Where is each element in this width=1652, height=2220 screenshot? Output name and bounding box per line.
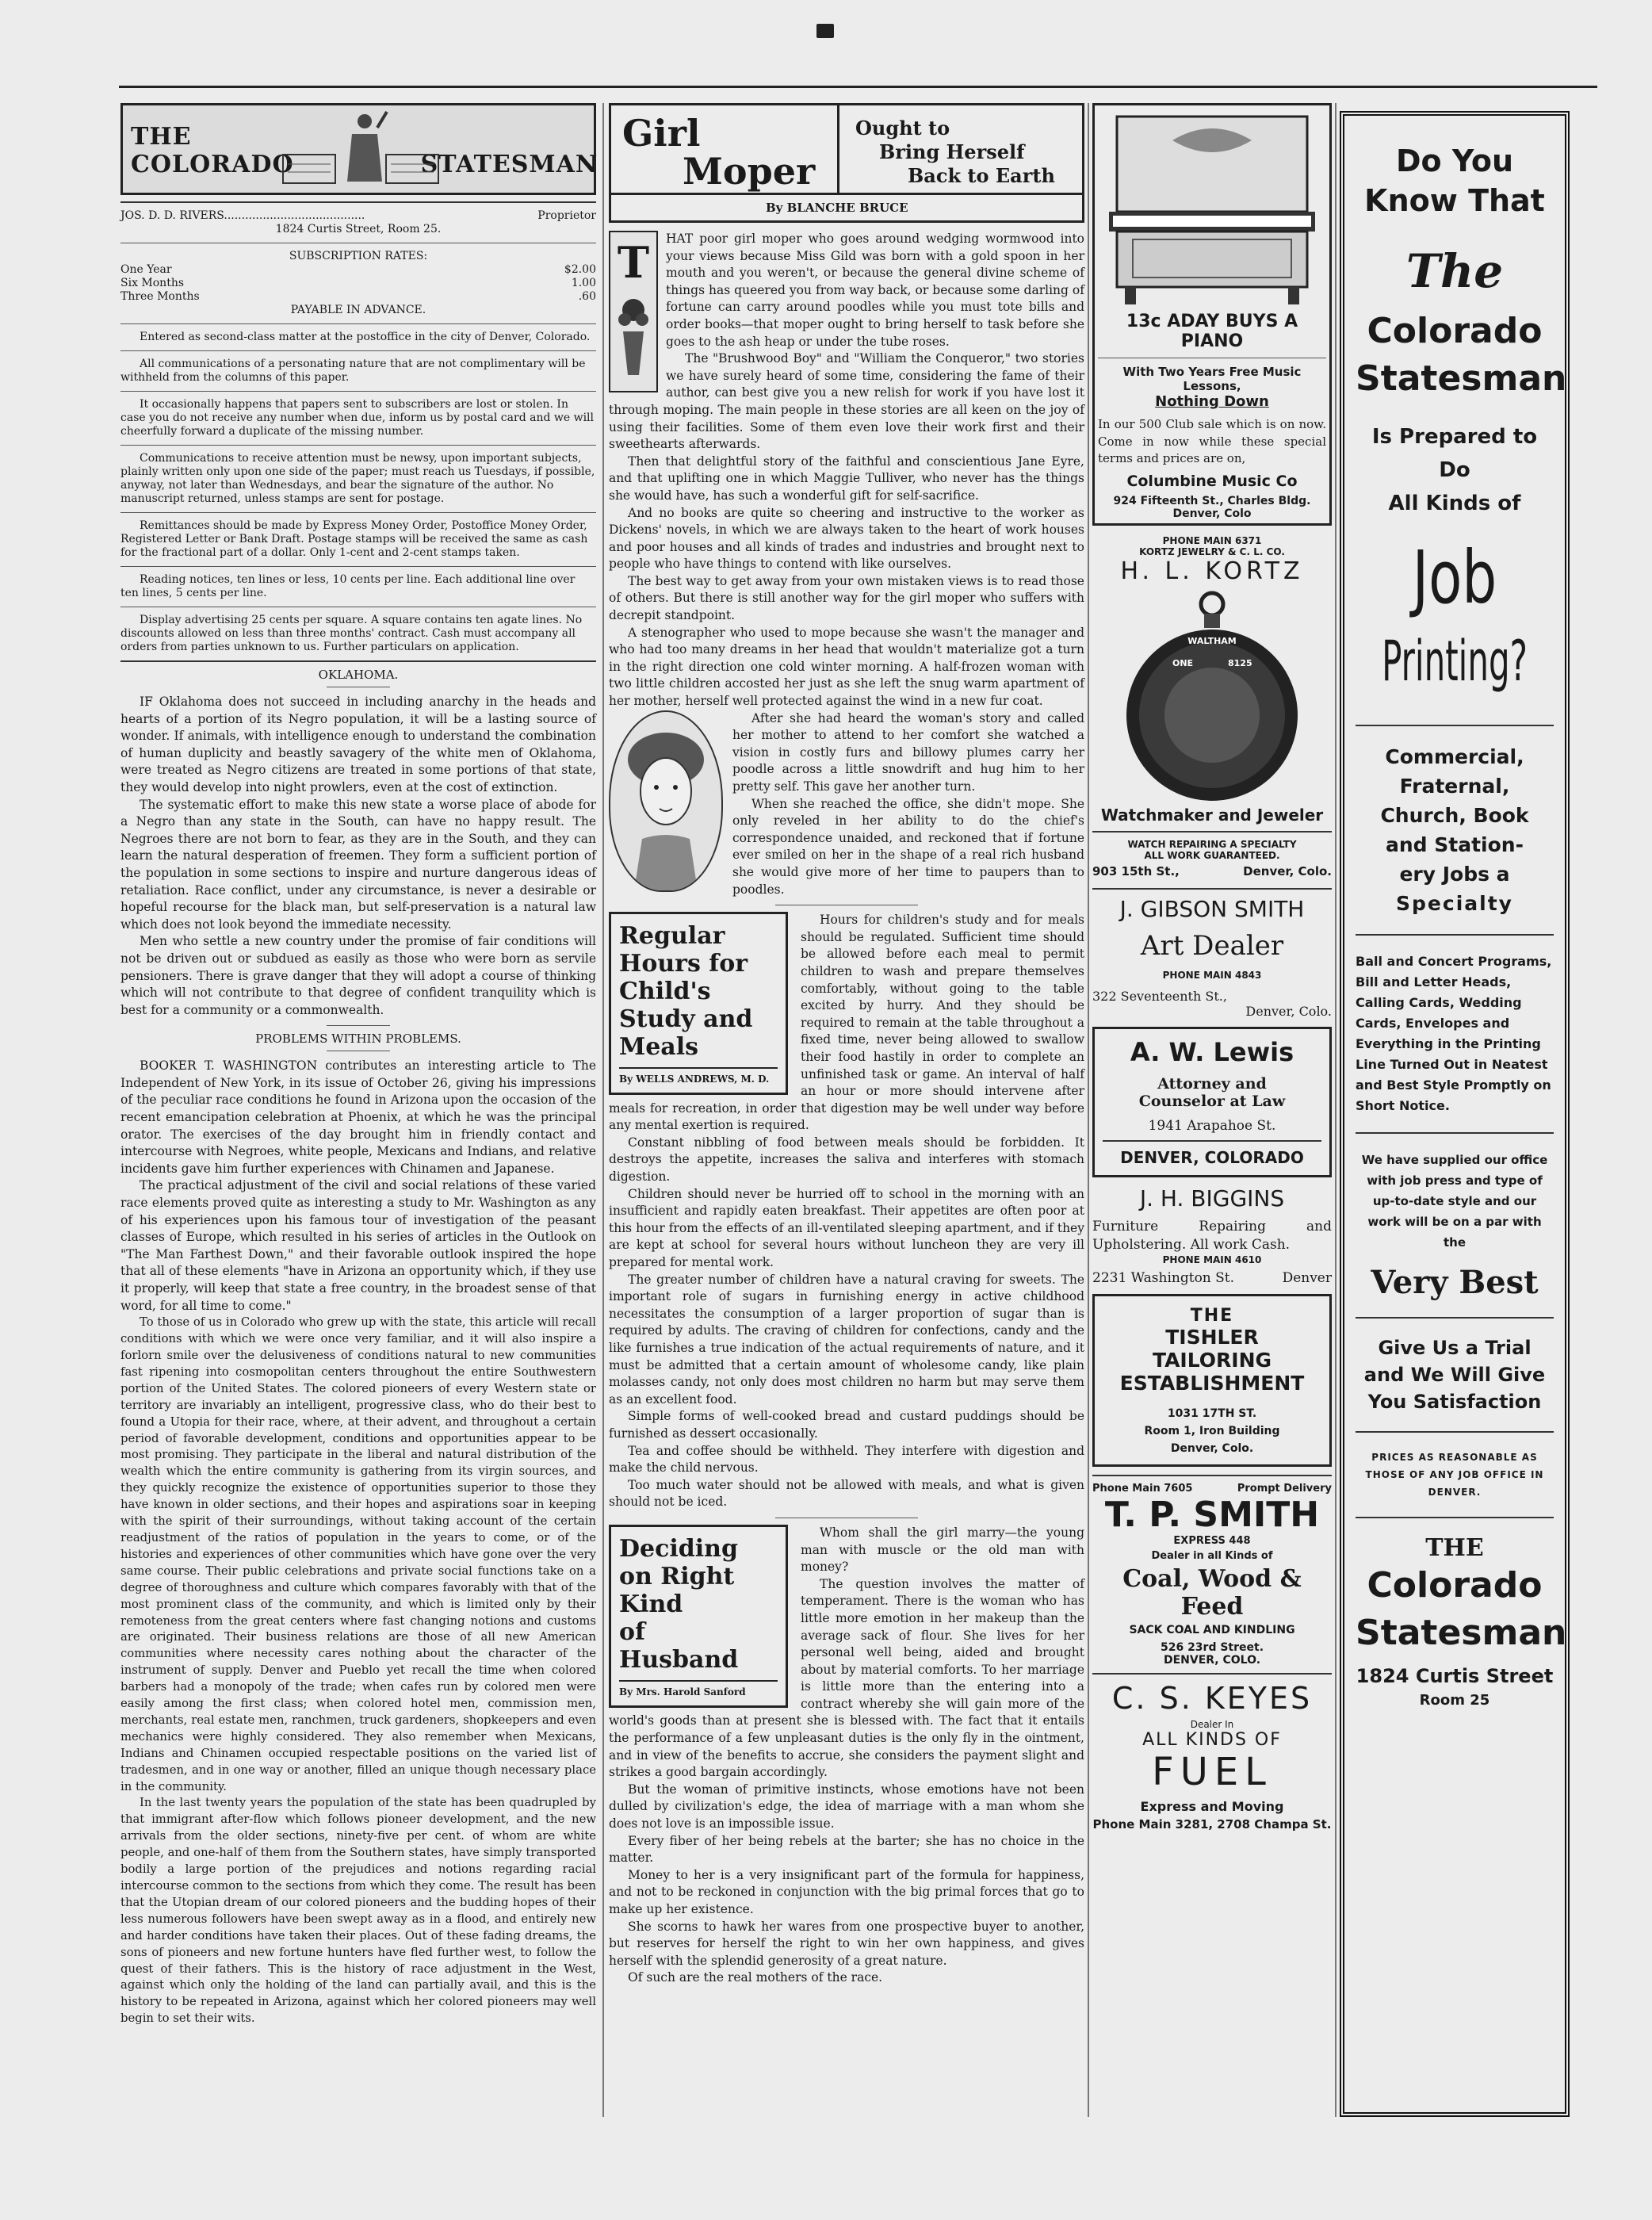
comm-line: Fraternal, bbox=[1399, 775, 1510, 798]
rule bbox=[1356, 725, 1554, 726]
tp-smith-delivery: Prompt Delivery bbox=[1237, 1482, 1332, 1495]
job-the2: THE bbox=[1425, 1534, 1484, 1562]
lewis-line1: Attorney and bbox=[1157, 1074, 1267, 1093]
job-job: Job bbox=[1412, 535, 1497, 620]
kortz-firm: KORTZ JEWELRY & C. L. CO. bbox=[1139, 545, 1285, 557]
biggins-address-row bbox=[1092, 1270, 1332, 1286]
kortz-trade: Watchmaker and Jeweler bbox=[1100, 805, 1324, 825]
keyes-express: Express and Moving bbox=[1140, 1798, 1284, 1814]
seal-right-icon bbox=[384, 153, 440, 185]
seal-left-icon bbox=[281, 153, 337, 185]
girl-moper-paragraph: A stenographer who used to mope because she wasn't the manager and who had too many dreams in her head that wouldn't materialize got a turn in the right direction one cold winter morning. A half-frozen woman with two little children accosted her just as she left the snug warm apartment of her mother, herself well protected against the wind in a new fur coat. bbox=[609, 625, 1084, 709]
rule bbox=[327, 1025, 390, 1026]
husband-byline: By Mrs. Harold Sanford bbox=[619, 1680, 778, 1698]
piano-body: In our 500 Club sale which is on now. Come in now while these special terms and prices are on, bbox=[1098, 417, 1326, 466]
job-cs1: Colorado bbox=[1367, 311, 1543, 351]
problems-paragraph: The practical adjustment of the civil and social relations of these varied race elements proved quite as interesting a study to Mr. Washington as any of his experiences upon his famous tour of investigation of the peasant classes of Europe, which resulted in his series of articles in the Outlook on "The Man Farthest Down," and their favorable outlook inspired the hope that all of these elements "have in Arizona an opportunity which, if they use it properly, will keep that state a free country, in the broadest sense of that word, for all time to come." bbox=[120, 1178, 596, 1313]
regular-hours-title bbox=[619, 922, 778, 1061]
notice: Entered as second-class matter at the postoffice in the city of Denver, Colorado. bbox=[140, 331, 591, 343]
girl-moper-title1: Girl bbox=[622, 112, 701, 155]
problems-paragraph: In the last twenty years the population of the state has been quadrupled by that immigrant after-flow which follows pioneer development, and the new arrivals from the older sections, ninety-five per cent. of whom are white people, and one-half of them from the Southern states, have simply transported bodily a large portion of the prejudices and notions regarding racial intercourse common to the sections from which they come. The result has been that the Utopian dream of our colored pioneers and the budding hopes of their less numerous followers have been swept away as in a flood, and entirely new and harder conditions have taken their places. Out of these fading dreams, the sons of pioneers and new fortune hunters have fled further west, to follow the quest of their fathers. This is the history of race adjustment in the West, against which only the holding of the land can partially avail, and this is the history to be repeated in Arizona, against which her colored pioneers may well begin to set their wits. bbox=[120, 1796, 596, 2026]
tp-smith-address: 526 23rd Street. bbox=[1160, 1640, 1264, 1654]
job-trial: Give Us a Trial and We Will Give You Satisfaction bbox=[1363, 1337, 1546, 1413]
regular-hours-paragraph: Hours for children's study and for meals should be regulated. Sufficient time should be allowed before each meal to permit children to wash and prepare themselves comfortably, without going to the table excited by hurry. And they should be required to remain at the table throughout a fixed time, never being allowed to swallow their food hastily in order to complete an unfinished task or game. An interval of half an hour or more should intervene after meals for recreation, in order that digestion may be well under way before any mental exertion is required. bbox=[609, 913, 1084, 1133]
notice: It occasionally happens that papers sent to subscribers are lost or stolen. In case you do not receive any number when due, inform us by postal card and we will cheerfully forward a duplicate of the missing number. bbox=[120, 398, 595, 438]
girl-moper-paragraph: HAT poor girl moper who goes around wedging wormwood into your views because Miss Gild was born with a gold spoon in her mouth and you weren't, or because the general divine scheme of things has queered you from way back, or because some darling of fortune can carry around poodles while you must tote bills and order books—that moper ought to bring herself to task before she goes to the ash heap or under the tube roses. bbox=[666, 232, 1084, 349]
tishler-city: Denver, Colo. bbox=[1170, 1441, 1254, 1455]
publisher-line bbox=[120, 209, 596, 223]
smith-name: J. GIBSON SMITH bbox=[1119, 895, 1305, 922]
rule bbox=[1103, 1140, 1321, 1142]
notice: All communications of a personating nature that are not complimentary will be withheld from the columns of this paper. bbox=[120, 358, 586, 384]
rule bbox=[1092, 831, 1332, 832]
top-rule bbox=[119, 86, 1597, 88]
keyes-name: C. S. KEYES bbox=[1111, 1680, 1313, 1716]
husband-title bbox=[619, 1535, 778, 1674]
subscription-term: Six Months bbox=[120, 277, 185, 289]
title-line: Hours for bbox=[619, 950, 748, 978]
husband-paragraph: Money to her is a very insignificant part of the formula for happiness, and not to be reckoned in conjunction with the big primal forces that go to make up her existence. bbox=[609, 1867, 1084, 1916]
tp-smith-dealer: Dealer in all Kinds of bbox=[1151, 1549, 1273, 1562]
kortz-phone: PHONE MAIN 6371 bbox=[1162, 534, 1262, 546]
title-line: Deciding bbox=[619, 1534, 738, 1563]
job-line2: Know That bbox=[1364, 183, 1545, 218]
rule bbox=[120, 566, 596, 567]
biggins-name: J. H. BIGGINS bbox=[1139, 1185, 1285, 1211]
job-printing: Printing? bbox=[1382, 629, 1528, 694]
job-ball: Ball and Concert Programs, Bill and Letter Heads, Calling Cards, Wedding Cards, Envelopes and Everything in the Printing Line Turned Out in Neatest and Best Style Promptly on Short Notice. bbox=[1356, 954, 1552, 1113]
rule bbox=[1356, 1132, 1554, 1134]
oklahoma-paragraph: IF Oklahoma does not succeed in including anarchy in the heads and hearts of a portion of its Negro population, it will be a lasting source of wonder. If animals, with intelligence enough to understand the combination of human duplicity and beastly savagery of the white men of Oklahoma, were treated as Negro citizens are treated in some portions of that state, they would develop into night prowlers, even at the cost of extinction. bbox=[120, 695, 596, 794]
oklahoma-heading: OKLAHOMA. bbox=[318, 668, 399, 682]
title-line: Meals bbox=[619, 1033, 699, 1062]
regular-hours-paragraph: The greater number of children have a natural craving for sweets. The important role of sugars in furnishing energy in active childhood necessitates the consumption of a larger proportion of sugar than is required by adults. The craving of children for confections, candy and the like furnishes a true indication of the actual requirements of nature, and it must be admitted that a certain amount of wholesome candy, like plain molasses candy, not only does most children no harm but may serve them as an excellent food. bbox=[609, 1272, 1084, 1407]
title-line: of bbox=[619, 1617, 645, 1646]
lewis-line2: Counselor at Law bbox=[1138, 1092, 1286, 1110]
tishler-ad bbox=[1092, 1294, 1332, 1467]
biggins-body: Furniture Repairing and Upholstering. All work Cash. bbox=[1092, 1218, 1332, 1253]
masthead-rule bbox=[120, 201, 596, 203]
tishler-line3: ESTABLISHMENT bbox=[1119, 1371, 1305, 1395]
girl-moper-paragraph: The "Brushwood Boy" and "William the Conqueror," two stories we have surely heard of some time, considering the fame of their author, can best give you a new relish for work if you have lost it through moping. The main people in these stories are all keen on the joy of using their facilities. Some of them even love their work first and their sweethearts afterwards. bbox=[609, 351, 1084, 452]
subscription-term: One Year bbox=[120, 263, 172, 276]
tishler-line2: TISHLER TAILORING bbox=[1152, 1325, 1272, 1372]
tishler-line1: THE bbox=[1190, 1305, 1234, 1326]
column-divider bbox=[1088, 103, 1089, 2117]
husband-paragraph: Whom shall the girl marry—the young man with muscle or the old man with money? bbox=[801, 1525, 1084, 1575]
kortz-ad bbox=[1092, 532, 1332, 882]
masthead bbox=[120, 103, 596, 195]
title-line: Child's bbox=[619, 978, 711, 1006]
notice: Reading notices, ten lines or less, 10 cents per line. Each additional line over ten lines, 5 cents per line. bbox=[120, 573, 576, 599]
tp-smith-phone: Phone Main 7605 bbox=[1092, 1482, 1193, 1495]
rule bbox=[1356, 934, 1554, 936]
lewis-address: 1941 Arapahoe St. bbox=[1148, 1117, 1276, 1134]
oklahoma-paragraph: The systematic effort to make this new state a worse place of abode for a Negro than any state in the South, can have no happy result. The Negroes there are not born to fear, as they are in the South, and they can learn the natural desperation of freemen. They form a sufficient portion of the population in some sections to inspire and nurture dangerous ideas of retaliation. Race conflict, under any circumstance, is never a desirable or hopeful recourse for the black man, but self-preservation is a natural law which does not look beyond the immediate necessity. bbox=[120, 797, 596, 932]
tp-smith-city: DENVER, COLO. bbox=[1163, 1653, 1261, 1667]
rule bbox=[1092, 888, 1332, 890]
publisher-address: 1824 Curtis Street, Room 25. bbox=[275, 223, 442, 235]
rule bbox=[120, 350, 596, 351]
rule bbox=[120, 391, 596, 392]
husband-paragraph: Every fiber of her being rebels at the barter; she has no choice in the matter. bbox=[609, 1833, 1084, 1866]
tp-smith-express: EXPRESS 448 bbox=[1173, 1534, 1251, 1547]
subscription-footer: PAYABLE IN ADVANCE. bbox=[290, 304, 426, 316]
regular-hours-paragraph: Too much water should not be allowed with meals, and what is given should not be iced. bbox=[609, 1477, 1084, 1510]
girl-moper-paragraph: The best way to get away from your own mistaken views is to read those of others. But there is still another way for the girl moper who suffers with decrepit standpoint. bbox=[609, 573, 1084, 623]
column-divider bbox=[602, 103, 604, 2117]
rule bbox=[120, 323, 596, 324]
watch-brand: WALTHAM bbox=[1187, 635, 1237, 646]
gibson-smith-ad bbox=[1092, 896, 1332, 1019]
job-prep1: Is Prepared to Do bbox=[1371, 425, 1538, 482]
rule bbox=[1356, 1317, 1554, 1319]
subscription-row bbox=[120, 263, 596, 277]
tp-smith-top bbox=[1092, 1483, 1332, 1495]
publisher-role: Proprietor bbox=[537, 209, 596, 222]
comm-line: and Station- bbox=[1386, 833, 1524, 856]
regular-hours-byline: By WELLS ANDREWS, M. D. bbox=[619, 1067, 778, 1085]
husband-paragraph: She scorns to hawk her wares from one prospective buyer to another, but reserves for herself the right to win her own happiness, and gives herself with the splendid generosity of a great nature. bbox=[609, 1919, 1084, 1968]
kortz-name: H. L. KORTZ bbox=[1120, 557, 1304, 585]
kortz-address-row bbox=[1092, 864, 1332, 878]
woman-portrait-icon bbox=[610, 712, 721, 890]
title-line: on Right bbox=[619, 1562, 735, 1590]
smith-phone: PHONE MAIN 4843 bbox=[1162, 969, 1262, 981]
girl-moper-paragraph: And no books are quite so cheering and instructive to the worker as Dickens' novels, in which we are always taken to the heart of work houses and poor houses and all kinds of trades and industries and brought next to people who have things to contend with like ourselves. bbox=[609, 505, 1084, 572]
piano-line2: Nothing Down bbox=[1155, 393, 1269, 410]
notice: Display advertising 25 cents per square. A square contains ten agate lines. No discounts allowed on less than three months' contract. Cash must accompany all orders from parties unknown to us. Further particulars on application. bbox=[120, 614, 583, 653]
job-line1: Do You bbox=[1395, 144, 1514, 178]
biggins-ad bbox=[1092, 1185, 1332, 1286]
husband-paragraph: But the woman of primitive instincts, whose emotions have not been dulled by civilization's edge, the idea of marriage with a man whom she does not love is an impossible issue. bbox=[609, 1782, 1084, 1832]
girl-moper-headline bbox=[609, 103, 1084, 223]
job-cs4: Statesman bbox=[1356, 1613, 1567, 1653]
flower-vase-icon bbox=[617, 296, 650, 383]
features-column bbox=[609, 103, 1084, 1987]
masthead-left: THE COLORADO bbox=[131, 123, 294, 178]
publisher-name: JOS. D. D. RIVERS bbox=[120, 209, 224, 222]
girl-moper-sub2: Bring Herself bbox=[879, 140, 1025, 163]
smith-trade: Art Dealer bbox=[1140, 929, 1284, 962]
regular-hours-paragraph: Children should never be hurried off to school in the morning with an insufficient and rapidly eaten breakfast. Their appetites are often poor at this hour from the effects of an ill-ventilated sleeping apartment, and if they are kept at school for several hours without luncheon they are very ill prepared for mental work. bbox=[609, 1186, 1084, 1270]
publisher-dots: ........................................ bbox=[224, 209, 365, 222]
problems-paragraph: To those of us in Colorado who grew up with the state, this article will recall conditions with which we were once very familiar, and it will also inspire a forlorn smile over the delusiveness of conditions natural to new communities fast ripening into cosmopolitan centers throughout the entire Southwestern portion of the United States. The colored pioneers of every Western state or territory are invariably an intelligent, progressive class, who do their best to found a Utopia for their race, where, at their advent, and throughout a certain period of favorable development, conditions and opportunities appear to be most promising. They participate in the liberal and natural distribution of the wealth which the entire community is gathering from its virgin sources, and they quickly recognize the existence of opportunities superior to those they have known in older sections, and their hopes and aspirations soar in keeping with the spirit of their surroundings, without taking account of the certain readjustment of the ratios of population in the years to come, or of the histories and experiences of other communities which have gone over the very same course. Their public celebrations and private social functions take on a degree of thoroughness and culture which compares favorably with that of the most prominent class of the community, and which is limited only by their remoteness from the great centers where fast changing notions and customs are originated. Their business relations are those of all new American communities where necessity cares nothing about the character of the instrument of supply. Denver and Pueblo yet recall the time when colored barbers had a monopoly of the trade; when cafes run by colored men were easily among the first class; when colored hotel men, commission men, merchants, real estate men, ranchmen, truck gardeners, shopkeepers and even mechanics were highly considered. They also remember when Mexicans, Indians and Chinamen occupied respectable positions on the varied list of tradesmen, and in one way or another, filled an unique though necessary place in the community. bbox=[120, 1315, 596, 1793]
job-supplied: We have supplied our office with job press and type of up-to-date style and our work will be on a par with the bbox=[1361, 1153, 1548, 1250]
kortz-city: Denver, Colo. bbox=[1243, 863, 1332, 878]
piano-ad bbox=[1092, 103, 1332, 526]
piano-address: 924 Fifteenth St., Charles Bldg. Denver, Colo bbox=[1113, 494, 1311, 520]
lewis-city: DENVER, COLORADO bbox=[1120, 1147, 1304, 1167]
dropcap-letter: T bbox=[617, 237, 650, 288]
job-room: Room 25 bbox=[1419, 1692, 1490, 1709]
piano-store: Columbine Music Co bbox=[1126, 472, 1298, 490]
biggins-city: Denver bbox=[1282, 1269, 1332, 1286]
regular-hours-paragraph: Simple forms of well-cooked bread and custard puddings should be furnished as dessert occasionally. bbox=[609, 1409, 1084, 1441]
girl-moper-sub1: Ought to bbox=[855, 117, 950, 140]
headline-left bbox=[611, 105, 839, 193]
pocket-watch-icon bbox=[1117, 588, 1307, 802]
girl-moper-sub3: Back to Earth bbox=[908, 164, 1055, 187]
subscription-heading: SUBSCRIPTION RATES: bbox=[289, 250, 428, 262]
title-line: Regular bbox=[619, 922, 725, 951]
husband-paragraph: Of such are the real mothers of the race. bbox=[628, 1970, 883, 1985]
girl-moper-title2: Moper bbox=[683, 150, 816, 193]
comm-line: Specialty bbox=[1396, 892, 1513, 915]
lewis-name: A. W. Lewis bbox=[1130, 1036, 1294, 1067]
job-cs2: Statesman bbox=[1356, 358, 1567, 399]
husband-headline bbox=[609, 1525, 788, 1708]
title-line: Husband bbox=[619, 1645, 739, 1674]
watch-label-right: 8125 bbox=[1228, 657, 1252, 668]
page-fold-mark bbox=[816, 24, 834, 38]
tishler-room: Room 1, Iron Building bbox=[1144, 1424, 1280, 1437]
rule bbox=[1356, 1431, 1554, 1433]
notice: Remittances should be made by Express Money Order, Postoffice Money Order, Registered Letter or Bank Draft. Postage stamps will be received the same as cash for the fractional part of a dollar. Only 1-cent and 2-cent stamps taken. bbox=[120, 519, 588, 559]
title-line: Kind bbox=[619, 1590, 683, 1618]
column-divider bbox=[1335, 103, 1337, 2117]
liberty-figure-icon bbox=[341, 110, 388, 186]
dropcap-box bbox=[609, 231, 658, 392]
rule bbox=[1356, 1517, 1554, 1518]
comm-line: ery Jobs a bbox=[1399, 863, 1510, 886]
editorial-column bbox=[120, 103, 596, 2027]
rule bbox=[1092, 1475, 1332, 1476]
girl-moper-paragraph: Then that delightful story of the faithful and conscientious Jane Eyre, and that uplifting one in which Maggie Tulliver, who never has the things she would have, has such a wonderful gift for self-sacrifice. bbox=[609, 454, 1084, 503]
job-the: The bbox=[1405, 244, 1504, 298]
watch-label-left: ONE bbox=[1172, 657, 1194, 668]
problems-heading: PROBLEMS WITHIN PROBLEMS. bbox=[255, 1032, 461, 1047]
woman-portrait bbox=[609, 710, 723, 892]
tishler-address: 1031 17TH ST. bbox=[1167, 1407, 1257, 1420]
girl-moper-byline: By BLANCHE BRUCE bbox=[611, 193, 1082, 220]
comm-line: Church, Book bbox=[1380, 804, 1529, 827]
keyes-ad bbox=[1092, 1681, 1332, 1832]
job-prices: PRICES AS REASONABLE AS THOSE OF ANY JOB OFFICE IN DENVER. bbox=[1365, 1452, 1544, 1498]
job-prep2: All Kinds of bbox=[1388, 492, 1521, 515]
tp-smith-sack: SACK COAL AND KINDLING bbox=[1129, 1623, 1295, 1636]
girl-moper-paragraph: When she reached the office, she didn't mope. She only reveled in her ability to do the chief's correspondence unaided, and reckoned that if fortune ever smiled on her in the shape of a real rich husband she would give more of her time to paupers than to poodles. bbox=[732, 796, 1084, 897]
regular-hours-paragraph: Constant nibbling of food between meals should be forbidden. It destroys the appetite, increases the saliva and interferes with stomach digestion. bbox=[609, 1135, 1084, 1185]
job-cs3: Colorado bbox=[1367, 1565, 1543, 1606]
smith-city: Denver, Colo. bbox=[1245, 1003, 1332, 1019]
pocket-watch bbox=[1117, 588, 1307, 802]
rule bbox=[120, 445, 596, 446]
tp-smith-name: T. P. SMITH bbox=[1104, 1494, 1320, 1535]
masthead-right: STATESMAN bbox=[420, 151, 598, 178]
ads-column bbox=[1092, 103, 1332, 1832]
headline-right bbox=[839, 105, 1082, 193]
tp-smith-goods: Coal, Wood & Feed bbox=[1122, 1564, 1302, 1621]
girl-moper-paragraph: After she had heard the woman's story and called her mother to attend to her comfort she watched a vision in costly furs and billowy plumes carry her poodle across a little snowdrift and hug him to her pretty self. This gave her another turn. bbox=[732, 710, 1084, 794]
regular-hours-headline bbox=[609, 912, 788, 1095]
problems-paragraph: BOOKER T. WASHINGTON contributes an interesting article to The Independent of New York, in its issue of October 26, giving his impressions of the peculiar race conditions he found in Arizona upon the occasion of the recent emancipation celebration at Phoenix, at which he was the principal orator. The exercises of the day brought him in friendly contact and intercourse with Negroes, white people, Mexicans and Indians, and relative incidents gave him further experiences with Chinamen and Japanese. bbox=[120, 1058, 596, 1176]
rule bbox=[120, 512, 596, 513]
job-addr: 1824 Curtis Street bbox=[1356, 1665, 1554, 1687]
keyes-fuel: FUEL bbox=[1152, 1749, 1272, 1794]
kortz-repair1: WATCH REPAIRING A SPECIALTY bbox=[1127, 838, 1297, 850]
oklahoma-paragraph: Men who settle a new country under the promise of fair conditions will not be driven out or subdued as easily as those who were born as servile pensioners. There is grave danger that they will adopt a course of thinking which will not contribute to that degree of confident tranquility which is best for a community or a commonwealth. bbox=[120, 934, 596, 1017]
title-line: Study and bbox=[619, 1005, 753, 1034]
keyes-phone: Phone Main 3281, 2708 Champa St. bbox=[1092, 1816, 1332, 1832]
subscription-price: $2.00 bbox=[564, 263, 596, 276]
job-commercial bbox=[1356, 742, 1554, 918]
job-best: Very Best bbox=[1371, 1264, 1539, 1301]
regular-hours-paragraph: Tea and coffee should be withheld. They interfere with digestion and make the child nervous. bbox=[609, 1443, 1084, 1476]
biggins-address: 2231 Washington St. bbox=[1092, 1269, 1235, 1286]
subscription-row bbox=[120, 290, 596, 304]
keyes-dealer: Dealer In bbox=[1190, 1718, 1234, 1730]
keyes-all: ALL KINDS OF bbox=[1142, 1729, 1282, 1750]
subscription-price: .60 bbox=[578, 290, 596, 303]
rule bbox=[120, 660, 596, 662]
subscription-price: 1.00 bbox=[571, 277, 596, 289]
piano-line1: With Two Years Free Music Lessons, bbox=[1122, 365, 1302, 393]
lewis-ad bbox=[1092, 1027, 1332, 1177]
subscription-term: Three Months bbox=[120, 290, 200, 303]
subscription-row bbox=[120, 277, 596, 290]
husband-paragraph: The question involves the matter of temperament. There is the woman who has little more emotion in her makeup than the average sack of flour. She lives for her personal well being, aided and brought about by material comforts. To her marriage is little more than the entering into a contract whereby she will gain more of the world's goods than at present she is blessed with. The fact that it entails the performance of a few unpleasant duties is the only fly in the ointment, and in view of the benefits to accrue, she considers the payment slight and strikes a good bargain accordingly. bbox=[609, 1576, 1084, 1780]
piano-headline: 13c ADAY BUYS A PIANO bbox=[1126, 312, 1298, 351]
kortz-repair2: ALL WORK GUARANTEED. bbox=[1144, 849, 1280, 861]
tp-smith-ad bbox=[1092, 1483, 1332, 1667]
notice: Communications to receive attention must be newsy, upon important subjects, plainly written only upon one side of the paper; must reach us Tuesdays, if possible, anyway, not later than Wednesdays, and bear the signature of the author. No manuscript returned, unless stamps are sent for postage. bbox=[120, 452, 595, 505]
kortz-address: 903 15th St., bbox=[1092, 863, 1180, 878]
biggins-phone: PHONE MAIN 4610 bbox=[1162, 1254, 1262, 1265]
rule bbox=[1092, 1673, 1332, 1675]
job-printing-ad bbox=[1340, 111, 1570, 2117]
piano-icon bbox=[1101, 109, 1323, 307]
comm-line: Commercial, bbox=[1385, 745, 1524, 768]
smith-address: 322 Seventeenth St., bbox=[1092, 988, 1227, 1004]
